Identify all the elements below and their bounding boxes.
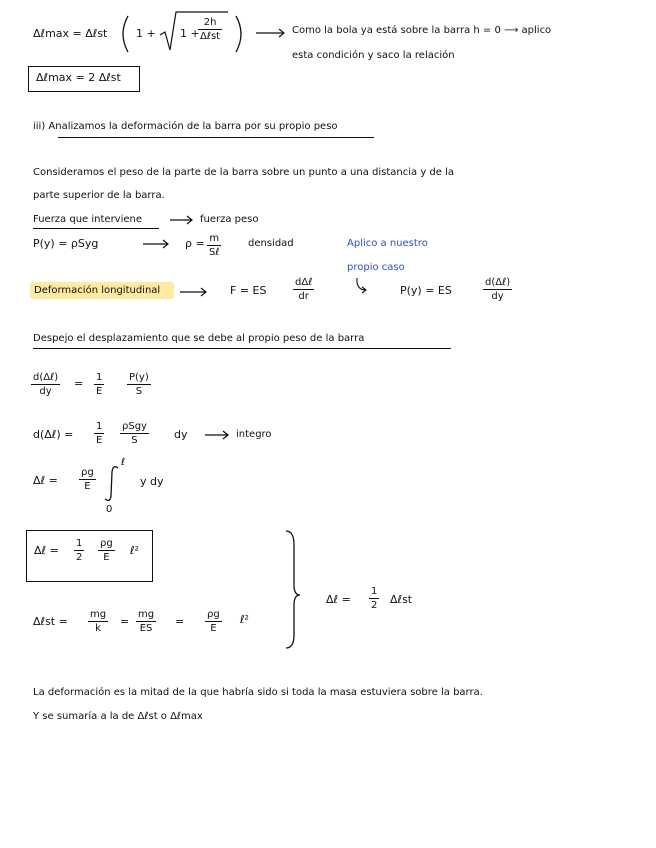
- res-lhs: Δℓ =: [326, 593, 351, 606]
- fuerza-value: fuerza peso: [200, 214, 259, 225]
- res-num: 1: [371, 586, 378, 597]
- e5-f1-den: k: [95, 623, 101, 634]
- note-line-1: Aplico a nuestro: [347, 238, 428, 249]
- e2-dy: dy: [174, 428, 188, 441]
- arrow-deform: [180, 288, 206, 296]
- deform-label: Deformación longitudinal: [34, 285, 161, 296]
- e3-integrand: y dy: [140, 475, 164, 488]
- e1-f1-den: E: [96, 386, 103, 397]
- e1-f2-den: S: [135, 386, 143, 397]
- e5-eq2: =: [120, 615, 130, 628]
- e1-f1-num: 1: [96, 372, 103, 383]
- e5-f2-den: ES: [139, 623, 153, 634]
- e3-upper-limit: ℓ: [121, 457, 126, 468]
- e3-lhs: Δℓ =: [33, 474, 58, 487]
- e2-integro: integro: [236, 429, 272, 440]
- e4-f2-num: ρg: [100, 538, 113, 549]
- e3-lower-limit: 0: [106, 504, 113, 515]
- fuerza-label: Fuerza que interviene: [33, 214, 143, 225]
- e5-eq3: =: [175, 615, 185, 628]
- eq-f: F = ES: [230, 284, 267, 297]
- eq-dlmax-lhs: Δℓmax = Δℓst: [33, 27, 108, 40]
- eq-py: P(y) = ρSyg: [33, 237, 99, 250]
- e1-num: d(Δℓ): [33, 372, 59, 383]
- e5-tail: ℓ²: [240, 613, 249, 626]
- e2-f2-num: ρSgy: [122, 421, 147, 432]
- sqrt-sign: [160, 12, 228, 50]
- integral-sign: [105, 467, 118, 501]
- para-line-2: parte superior de la barra.: [33, 190, 165, 201]
- e2-lhs: d(Δℓ) =: [33, 428, 74, 441]
- frac-den: Δℓst: [200, 31, 221, 42]
- e5-f2-num: mg: [138, 609, 155, 620]
- res-den: 2: [371, 600, 378, 611]
- e4-f1-num: 1: [76, 538, 83, 549]
- e3-num: ρg: [81, 467, 94, 478]
- e5-f1-num: mg: [90, 609, 107, 620]
- densidad-label: densidad: [248, 238, 294, 249]
- py2-num: d(Δℓ): [485, 277, 511, 288]
- py2-den: dy: [491, 291, 504, 302]
- arrow-py: [143, 240, 168, 248]
- paren-left: [123, 16, 128, 52]
- eq-rho-lhs: ρ =: [185, 237, 205, 250]
- e5-lhs: Δℓst =: [33, 615, 68, 628]
- eq-one-plus: 1 +: [136, 27, 156, 40]
- e4-lhs: Δℓ =: [34, 544, 59, 557]
- arrow-integro: [205, 431, 228, 439]
- arrow-fuerza: [170, 216, 192, 224]
- para-line-1: Consideramos el peso de la parte de la barra sobre un punto a una distancia y de la: [33, 167, 454, 178]
- e1-den: dy: [39, 386, 52, 397]
- e5-f3-num: ρg: [207, 609, 220, 620]
- res-tail: Δℓst: [390, 593, 413, 606]
- rho-den: Sℓ: [209, 247, 220, 258]
- right-brace: [286, 531, 300, 648]
- arrow-1: [256, 29, 284, 37]
- e4-f1-den: 2: [76, 552, 83, 563]
- e2-f1-num: 1: [96, 421, 103, 432]
- eq-py2: P(y) = ES: [400, 284, 452, 297]
- comment-line-1: Como la bola ya está sobre la barra h = 0 ⟶ aplico: [292, 25, 552, 36]
- conclusion-line-1: La deformación es la mitad de la que habría sido si toda la masa estuviera sobre la barra.: [33, 687, 483, 698]
- e4-f2-den: E: [103, 552, 110, 563]
- rho-num: m: [207, 232, 221, 246]
- e3-den: E: [84, 481, 91, 492]
- e2-f1-den: E: [96, 435, 103, 446]
- comment-line-2: esta condición y saco la relación: [292, 50, 455, 61]
- note-line-2: propio caso: [347, 262, 405, 273]
- eq-inner: 1 +: [180, 27, 200, 40]
- e1-eq: =: [74, 377, 84, 390]
- note-arrow: [357, 278, 366, 293]
- e4-tail: ℓ²: [130, 544, 139, 557]
- frac-num: 2h: [198, 16, 222, 30]
- heading-iii: iii) Analizamos la deformación de la barra por su propio peso: [33, 121, 338, 132]
- result-dlmax: Δℓmax = 2 Δℓst: [36, 71, 121, 84]
- f-num: dΔℓ: [295, 277, 313, 288]
- e1-f2-num: P(y): [129, 372, 149, 383]
- f-den: dr: [298, 291, 309, 302]
- heading-despejo: Despejo el desplazamiento que se debe al propio peso de la barra: [33, 333, 365, 344]
- paren-right: [236, 16, 241, 52]
- e5-f3-den: E: [210, 623, 217, 634]
- e2-f2-den: S: [131, 435, 138, 446]
- conclusion-line-2: Y se sumaría a la de Δℓst o Δℓmax: [33, 711, 203, 722]
